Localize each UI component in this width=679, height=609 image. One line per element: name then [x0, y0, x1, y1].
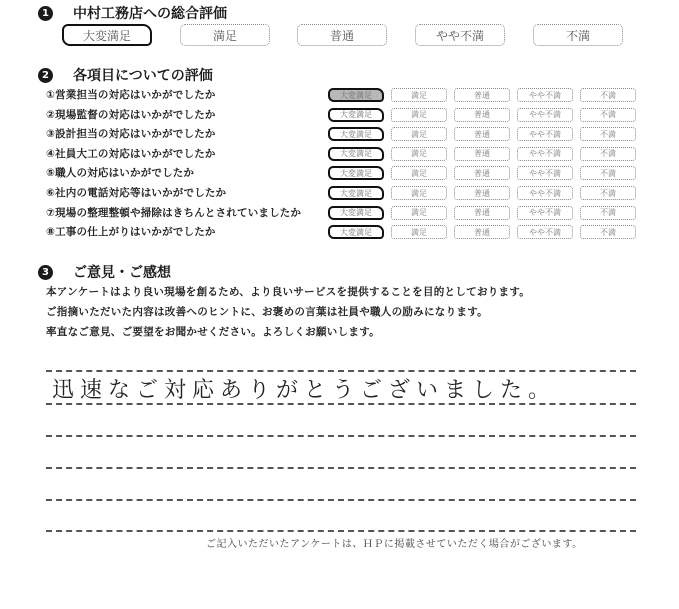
comment-line-5: [46, 499, 636, 501]
question-label: ①営業担当の対応はいかがでしたか: [46, 89, 216, 101]
rating-option-neutral[interactable]: 普通: [454, 88, 510, 102]
question-row: [0, 108, 679, 128]
rating-option-dissatisfied[interactable]: 不満: [580, 108, 636, 122]
footer-note: ご記入いただいたアンケートは、ＨＰに掲載させていただく場合がございます。: [206, 539, 583, 550]
comment-line-3: [46, 435, 636, 437]
section3-heading: ご意見・ご感想: [73, 265, 171, 281]
overall-option-neutral[interactable]: 普通: [297, 24, 387, 46]
overall-option-satisfied[interactable]: 満足: [180, 24, 270, 46]
rating-option-neutral[interactable]: 普通: [454, 206, 510, 220]
section1-title: [14, 3, 227, 23]
rating-option-neutral[interactable]: 普通: [454, 147, 510, 161]
rating-option-very-satisfied[interactable]: 大変満足: [328, 206, 384, 220]
rating-option-somewhat-dissatisfied[interactable]: やや不満: [517, 206, 573, 220]
rating-option-neutral[interactable]: 普通: [454, 127, 510, 141]
rating-option-somewhat-dissatisfied[interactable]: やや不満: [517, 166, 573, 180]
rating-option-satisfied[interactable]: 満足: [391, 225, 447, 239]
question-label: ③設計担当の対応はいかがでしたか: [46, 128, 216, 141]
overall-option-very-satisfied[interactable]: 大変満足: [62, 24, 152, 46]
rating-option-dissatisfied[interactable]: 不満: [580, 147, 636, 161]
rating-option-satisfied[interactable]: 満足: [391, 88, 447, 102]
section2-heading: 各項目についての評価: [73, 68, 213, 84]
rating-option-neutral[interactable]: 普通: [454, 108, 510, 122]
rating-option-dissatisfied[interactable]: 不満: [580, 88, 636, 102]
rating-option-satisfied[interactable]: 満足: [391, 127, 447, 141]
rating-option-satisfied[interactable]: 満足: [391, 206, 447, 220]
section3-title: [14, 262, 171, 282]
section-number-badge: 2: [38, 68, 53, 83]
handwritten-comment[interactable]: 迅速なご対応ありがとうございました。: [52, 378, 557, 403]
rating-option-very-satisfied[interactable]: 大変満足: [328, 88, 384, 102]
question-row: [0, 88, 679, 108]
question-row: [0, 206, 679, 226]
section-number-badge: 1: [38, 6, 53, 21]
rating-option-very-satisfied[interactable]: 大変満足: [328, 108, 384, 122]
rating-option-somewhat-dissatisfied[interactable]: やや不満: [517, 127, 573, 141]
rating-option-neutral[interactable]: 普通: [454, 186, 510, 200]
question-label: ②現場監督の対応はいかがでしたか: [46, 108, 216, 121]
rating-option-dissatisfied[interactable]: 不満: [580, 206, 636, 220]
rating-option-dissatisfied[interactable]: 不満: [580, 225, 636, 239]
rating-option-dissatisfied[interactable]: 不満: [580, 127, 636, 141]
question-label: ⑤職人の対応はいかがでしたか: [46, 167, 195, 180]
question-row: [0, 186, 679, 206]
question-row: [0, 225, 679, 245]
rating-option-dissatisfied[interactable]: 不満: [580, 186, 636, 200]
rating-option-very-satisfied[interactable]: 大変満足: [328, 225, 384, 239]
comment-line-4: [46, 467, 636, 469]
question-label: ⑧工事の仕上がりはいかがでしたか: [46, 226, 216, 239]
question-row: [0, 166, 679, 186]
rating-option-neutral[interactable]: 普通: [454, 225, 510, 239]
rating-option-somewhat-dissatisfied[interactable]: やや不満: [517, 225, 573, 239]
rating-option-satisfied[interactable]: 満足: [391, 166, 447, 180]
section1-heading: 中村工務店への総合評価: [73, 6, 227, 22]
comment-line-2: [46, 403, 636, 405]
rating-option-very-satisfied[interactable]: 大変満足: [328, 166, 384, 180]
rating-option-satisfied[interactable]: 満足: [391, 186, 447, 200]
intro-paragraph-2: ご指摘いただいた内容は改善へのヒントに、お褒めの言葉は社員や職人の励みになります。: [46, 306, 488, 318]
question-label: ④社員大工の対応はいかがでしたか: [46, 147, 216, 160]
rating-option-satisfied[interactable]: 満足: [391, 147, 447, 161]
question-label: ⑥社内の電話対応等はいかがでしたか: [46, 187, 227, 199]
question-row: [0, 127, 679, 147]
rating-option-somewhat-dissatisfied[interactable]: やや不満: [517, 108, 573, 122]
rating-option-somewhat-dissatisfied[interactable]: やや不満: [517, 186, 573, 200]
comment-line-6: [46, 530, 636, 532]
rating-option-very-satisfied[interactable]: 大変満足: [328, 127, 384, 141]
overall-option-somewhat-dissatisfied[interactable]: やや不満: [415, 24, 505, 46]
rating-option-somewhat-dissatisfied[interactable]: やや不満: [517, 147, 573, 161]
section-number-badge: 3: [38, 265, 53, 280]
rating-option-satisfied[interactable]: 満足: [391, 108, 447, 122]
section2-title: [14, 65, 213, 85]
rating-option-dissatisfied[interactable]: 不満: [580, 166, 636, 180]
intro-paragraph-3: 率直なご意見、ご要望をお聞かせください。よろしくお願いします。: [46, 326, 380, 338]
rating-option-very-satisfied[interactable]: 大変満足: [328, 186, 384, 200]
question-row: [0, 147, 679, 167]
question-label: ⑦現場の整理整頓や掃除はきちんとされていましたか: [46, 206, 302, 219]
rating-option-somewhat-dissatisfied[interactable]: やや不満: [517, 88, 573, 102]
rating-option-neutral[interactable]: 普通: [454, 166, 510, 180]
intro-paragraph-1: 本アンケートはより良い現場を創るため、より良いサービスを提供することを目的としております。: [46, 286, 531, 298]
comment-line-1: [46, 370, 636, 372]
overall-option-dissatisfied[interactable]: 不満: [533, 24, 623, 46]
rating-option-very-satisfied[interactable]: 大変満足: [328, 147, 384, 161]
